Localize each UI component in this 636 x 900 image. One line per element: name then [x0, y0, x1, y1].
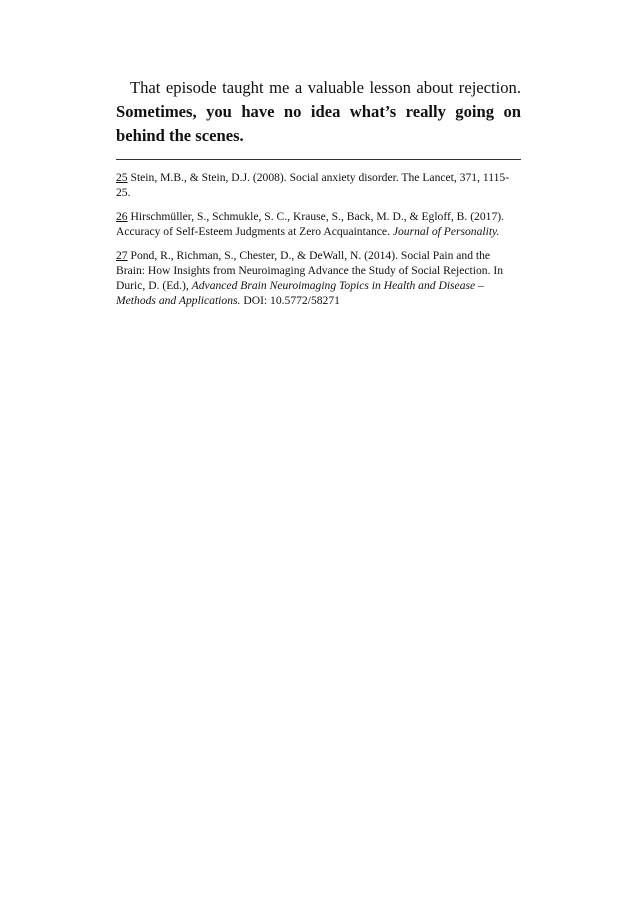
- footnote-number[interactable]: 27: [116, 249, 128, 262]
- footnote-book-title: Advanced Brain Neuroimaging Topics in Health and Disease – Methods and Applications.: [116, 279, 484, 307]
- footnote-26: [116, 209, 521, 239]
- footnote-number[interactable]: 25: [116, 171, 128, 184]
- footnote-number[interactable]: 26: [116, 210, 128, 223]
- footnote-text: Stein, M.B., & Stein, D.J. (2008). Social anxiety disorder. The Lancet, 371, 1115-25.: [116, 171, 510, 199]
- page-content: [116, 76, 521, 317]
- footnote-27: [116, 248, 521, 308]
- footnote-text: Hirschmüller, S., Schmukle, S. C., Krause, S., Back, M. D., & Egloff, B. (2017). Accuracy of Self-Esteem Judgments at Zero Acquaintance.: [116, 210, 505, 238]
- body-sentence-bold: Sometimes, you have no idea what’s really going on behind the scenes.: [116, 102, 521, 145]
- footnote-25: [116, 170, 521, 200]
- footnote-doi: DOI: 10.5772/58271: [240, 294, 340, 307]
- footnote-text: Pond, R., Richman, S., Chester, D., & DeWall, N. (2014). Social Pain and the Brain: How Insights from Neuroimaging Advance the Study of Social Rejection. In Duric, D. (Ed.),: [116, 249, 504, 292]
- body-sentence: That episode taught me a valuable lesson about rejection.: [130, 78, 521, 97]
- footnote-journal: Journal of Personality.: [392, 225, 500, 238]
- footnote-separator: [116, 159, 521, 160]
- body-paragraph: [116, 76, 521, 148]
